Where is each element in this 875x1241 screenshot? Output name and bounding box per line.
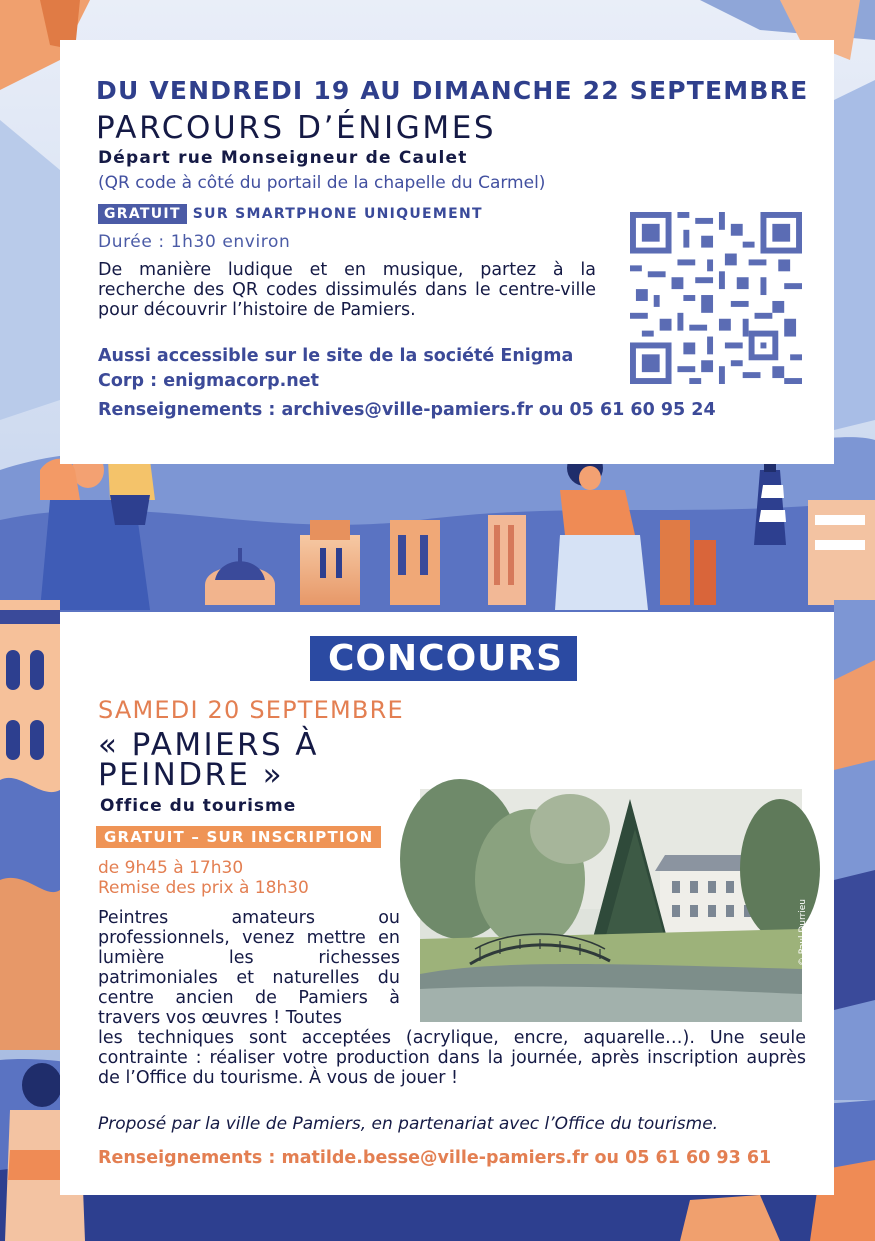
event-location: Départ rue Monseigneur de Caulet (98, 148, 468, 168)
event-card-concours (60, 612, 834, 1195)
event-times (98, 858, 309, 898)
badge-row (98, 203, 483, 224)
smartphone-note: SUR SMARTPHONE UNIQUEMENT (192, 206, 483, 222)
event-contact-info: Renseignements : archives@ville-pamiers.fr ou 05 61 60 95 24 (98, 400, 716, 420)
event-duration: Durée : 1h30 environ (98, 232, 291, 252)
event-website-note: Aussi accessible sur le site de la société Enigma Corp : enigmacorp.net (98, 346, 574, 391)
event-location: Office du tourisme (100, 796, 297, 816)
prize-time: Remise des prix à 18h30 (98, 878, 309, 898)
free-registration-badge: GRATUIT – SUR INSCRIPTION (96, 826, 381, 848)
partner-note: Proposé par la ville de Pamiers, en partenariat avec l’Office du tourisme. (98, 1114, 719, 1134)
event-hours: de 9h45 à 17h30 (98, 858, 244, 878)
section-heading: CONCOURS (310, 636, 577, 681)
free-badge: GRATUIT (98, 204, 187, 224)
event-date: DU VENDREDI 19 AU DIMANCHE 22 SEPTEMBRE (96, 76, 809, 105)
event-date: SAMEDI 20 SEPTEMBRE (98, 696, 404, 724)
event-description: De manière ludique et en musique, partez à la recherche des QR codes dissimulés dans le centre-ville pour découvrir l’histoire de Pamiers. (98, 260, 596, 320)
park-painting-image (420, 789, 808, 1022)
event-description-part2: les techniques sont acceptées (acrylique, encre, aquarelle…). Une seule contrainte : réaliser votre production dans la journée, après inscription auprès de l’Office du tourisme. À vous de jouer ! (98, 1028, 806, 1088)
event-title: PARCOURS D’ÉNIGMES (96, 110, 497, 146)
event-title: « PAMIERS À PEINDRE » (98, 727, 319, 793)
event-card-enigmes (60, 40, 834, 464)
qr-code-icon[interactable] (630, 212, 802, 384)
photo-credit: © Paul Durrieu (798, 899, 808, 967)
event-description-part1: Peintres amateurs ou professionnels, venez mettre en lumière les richesses patrimoniales et naturelles du centre ancien de Pamiers à travers vos œuvres ! Toutes (98, 908, 400, 1028)
event-location-detail: (QR code à côté du portail de la chapelle du Carmel) (98, 173, 546, 193)
event-contact-info: Renseignements : matilde.besse@ville-pamiers.fr ou 05 61 60 93 61 (98, 1148, 772, 1168)
